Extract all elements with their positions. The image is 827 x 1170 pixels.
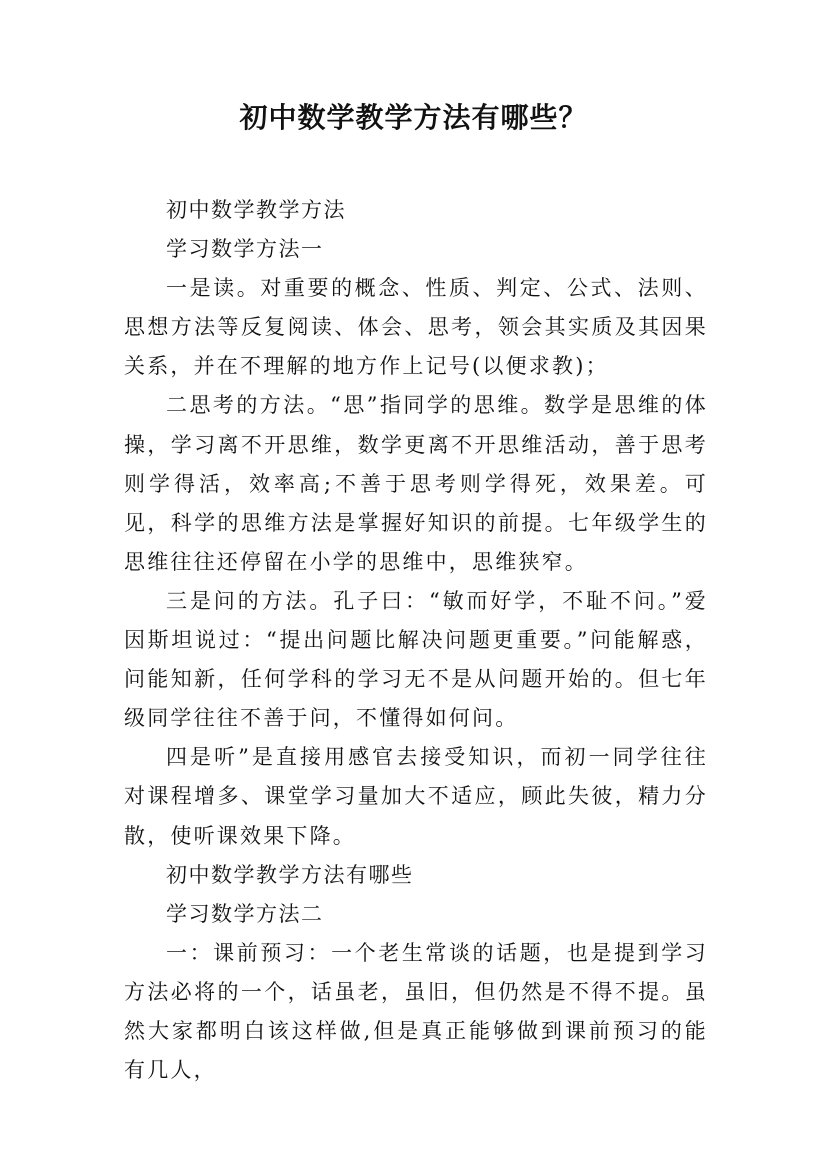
- subheading-method-one: 学习数学方法一: [166, 237, 324, 262]
- paragraph-thinking: 二思考的方法。“思”指同学的思维。数学是思维的体操，学习离不开思维，数学更离不开思维活动，善于思考则学得活，效率高;不善于思考则学得死，效果差。可见，科学的思维方法是掌握好知识的前提。七年级学生的思维往往还停留在小学的思维中，思维狭窄。: [124, 393, 708, 574]
- paragraph-asking: 三是问的方法。孔子曰：“敏而好学，不耻不问。”爱因斯坦说过：“提出问题比解决问题更重要。”问能解惑，问能知新，任何学科的学习无不是从问题开始的。但七年级同学往往不善于问，不懂得如何问。: [124, 588, 708, 731]
- paragraph-reading: 一是读。对重要的概念、性质、判定、公式、法则、思想方法等反复阅读、体会、思考，领会其实质及其因果关系，并在不理解的地方作上记号(以便求教)；: [124, 276, 708, 379]
- paragraph-preview: 一：课前预习：一个老生常谈的话题，也是提到学习方法必将的一个，话虽老，虽旧，但仍然是不得不提。虽然大家都明白该这样做,但是真正能够做到课前预习的能有几人，: [124, 940, 708, 1083]
- section-heading-which-methods: 初中数学教学方法有哪些: [166, 862, 414, 887]
- paragraph-listening: 四是听”是直接用感官去接受知识，而初一同学往往对课程增多、课堂学习量加大不适应，顾此失彼，精力分散，使听课效果下降。: [124, 745, 708, 848]
- page-title: 初中数学教学方法有哪些？: [239, 101, 588, 134]
- section-heading-teaching-methods: 初中数学教学方法: [166, 198, 346, 222]
- document-body: [124, 191, 708, 1090]
- subheading-method-two: 学习数学方法二: [166, 901, 324, 926]
